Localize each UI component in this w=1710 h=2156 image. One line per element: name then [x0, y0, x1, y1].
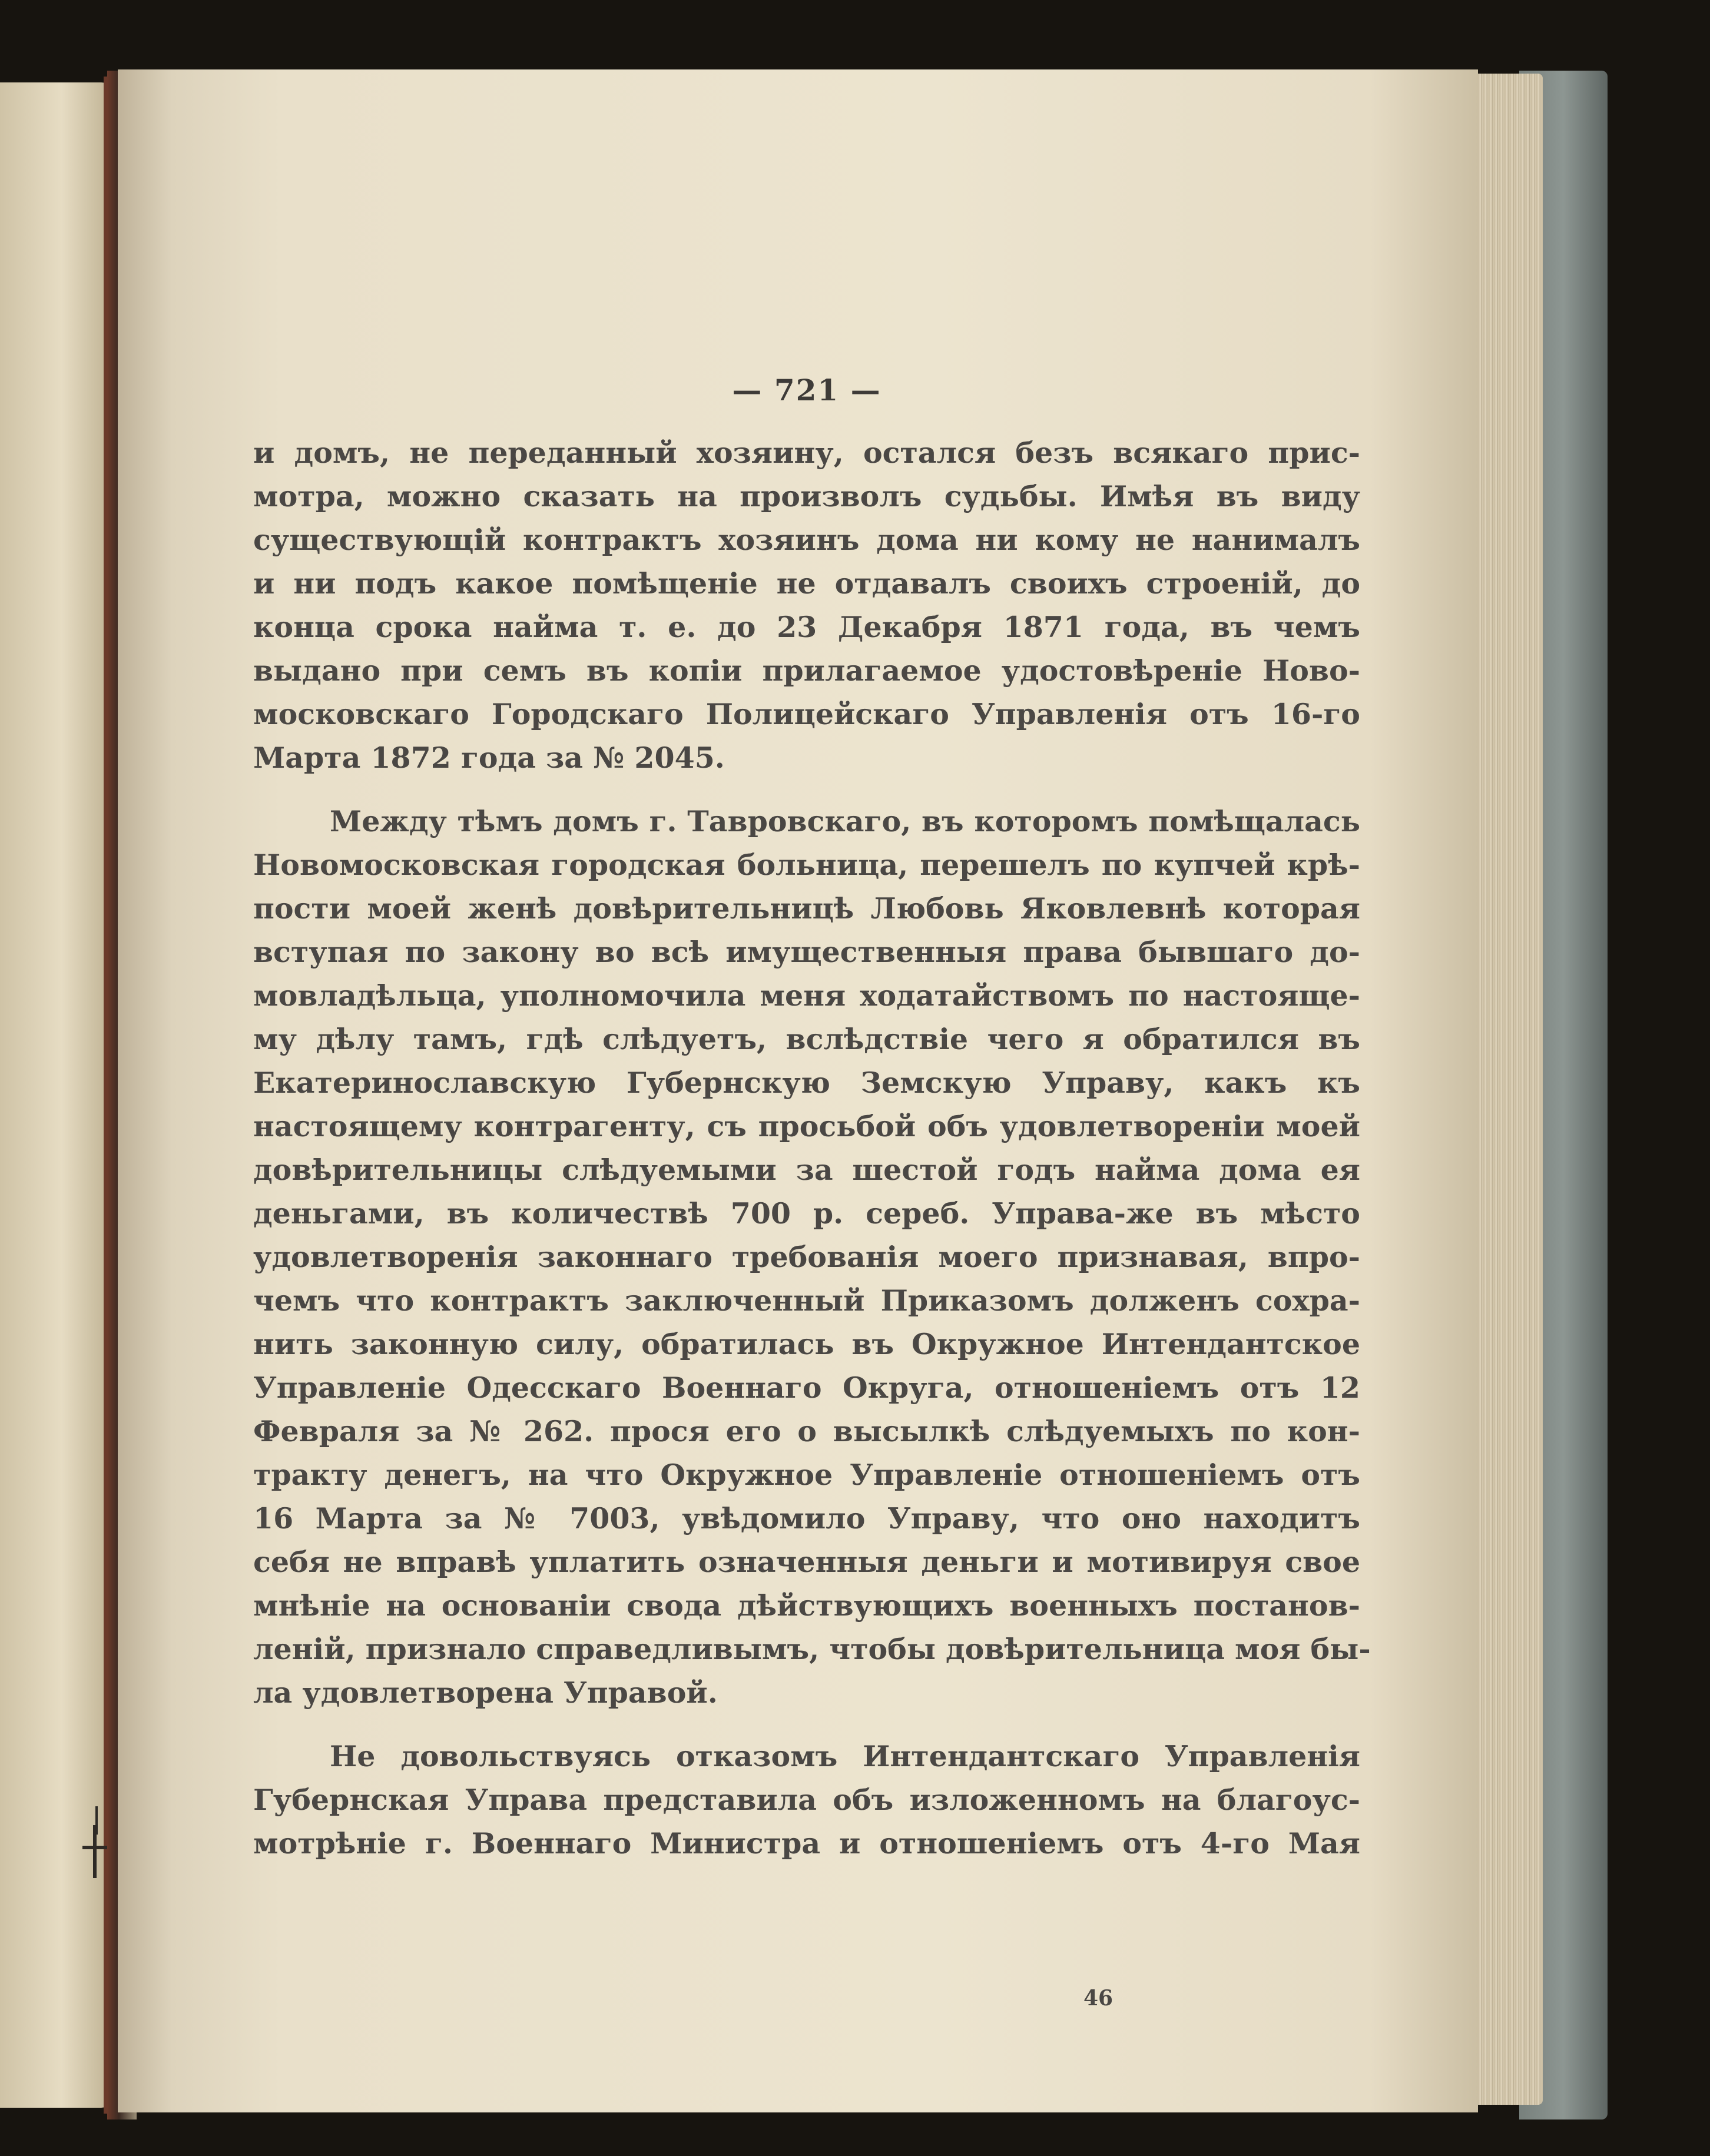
text-line: тракту денегъ, на что Окружное Управленіе отношеніемъ отъ — [253, 1458, 1360, 1492]
page-number-header: — 721 — — [732, 373, 881, 407]
text-line: мотра, можно сказать на произволъ судьбы. Имѣя въ виду — [253, 479, 1360, 513]
margin-tick-mark — [82, 1846, 107, 1849]
text-line: Екатеринославскую Губернскую Земскую Управу, какъ къ — [253, 1066, 1360, 1100]
page-text-column — [253, 299, 1371, 1865]
text-line: 16 Марта за № 7003, увѣдомило Управу, что оно находитъ — [253, 1501, 1360, 1535]
paragraph-2 — [253, 800, 1371, 1714]
text-line: му дѣлу тамъ, гдѣ слѣдуетъ, вслѣдствіе чего я обратился въ — [253, 1022, 1360, 1056]
text-line: мнѣніе на основаніи свода дѣйствующихъ военныхъ постанов- — [253, 1588, 1360, 1623]
text-line: Февраля за № 262. прося его о высылкѣ слѣдуемыхъ по кон- — [253, 1414, 1360, 1448]
paragraph-gap — [253, 780, 1360, 800]
paragraph-3 — [253, 1734, 1360, 1865]
left-page-edge — [0, 82, 112, 2108]
text-line: Не довольствуясь отказомъ Интендантскаго Управленія — [330, 1739, 1360, 1773]
text-line: Управленіе Одесскаго Военнаго Округа, отношеніемъ отъ 12 — [253, 1371, 1360, 1405]
text-line: Новомосковская городская больница, перешелъ по купчей крѣ- — [253, 848, 1360, 882]
text-line: и ни подъ какое помѣщеніе не отдавалъ своихъ строеній, до — [253, 566, 1360, 601]
text-line: деньгами, въ количествѣ 700 р. сереб. Управа-же въ мѣсто — [253, 1196, 1360, 1230]
text-line: Марта 1872 года за № 2045. — [253, 741, 725, 775]
text-line: довѣрительницы слѣдуемыми за шестой годъ найма дома ея — [253, 1153, 1360, 1187]
text-line: Между тѣмъ домъ г. Тавровскаго, въ которомъ помѣщалась — [330, 804, 1360, 838]
text-line: себя не вправѣ уплатить означенныя деньги и мотивируя свое — [253, 1545, 1360, 1579]
book-page — [118, 69, 1478, 2112]
text-line: Губернская Управа представила объ изложенномъ на благоус- — [253, 1783, 1360, 1817]
text-line: леній, признало справедливымъ, чтобы довѣрительница моя бы- — [253, 1632, 1371, 1666]
signature-number: 46 — [1083, 1986, 1114, 2011]
text-line: московскаго Городскаго Полицейскаго Управленія отъ 16-го — [253, 697, 1360, 731]
text-line: чемъ что контрактъ заключенный Приказомъ долженъ сохра- — [253, 1283, 1360, 1318]
text-line: настоящему контрагенту, съ просьбой объ удовлетвореніи моей — [253, 1109, 1360, 1143]
paragraph-gap — [253, 1714, 1360, 1734]
paragraph-1 — [253, 431, 1360, 780]
text-line: существующій контрактъ хозяинъ дома ни кому не нанималъ — [253, 523, 1360, 557]
text-line: и домъ, не переданный хозяину, остался безъ всякаго прис- — [253, 436, 1360, 470]
text-line: удовлетворенія законнаго требованія моего признавая, впро- — [253, 1240, 1360, 1274]
text-line: выдано при семъ въ копіи прилагаемое удостовѣреніе Ново- — [253, 654, 1360, 688]
text-line: вступая по закону во всѣ имущественныя права бывшаго до- — [253, 935, 1360, 969]
text-line: нить законную силу, обратилась въ Окружное Интендантское — [253, 1327, 1360, 1361]
margin-tick-mark — [93, 1825, 97, 1878]
text-line: пости моей женѣ довѣрительницѣ Любовь Яковлевнѣ которая — [253, 891, 1360, 926]
text-line: ла удовлетворена Управой. — [253, 1676, 718, 1710]
text-line: мотрѣніе г. Военнаго Министра и отношеніемъ отъ 4-го Мая — [253, 1826, 1360, 1860]
text-line: конца срока найма т. е. до 23 Декабря 1871 года, въ чемъ — [253, 610, 1360, 644]
text-line: мовладѣльца, уполномочила меня ходатайствомъ по настояще- — [253, 979, 1360, 1013]
